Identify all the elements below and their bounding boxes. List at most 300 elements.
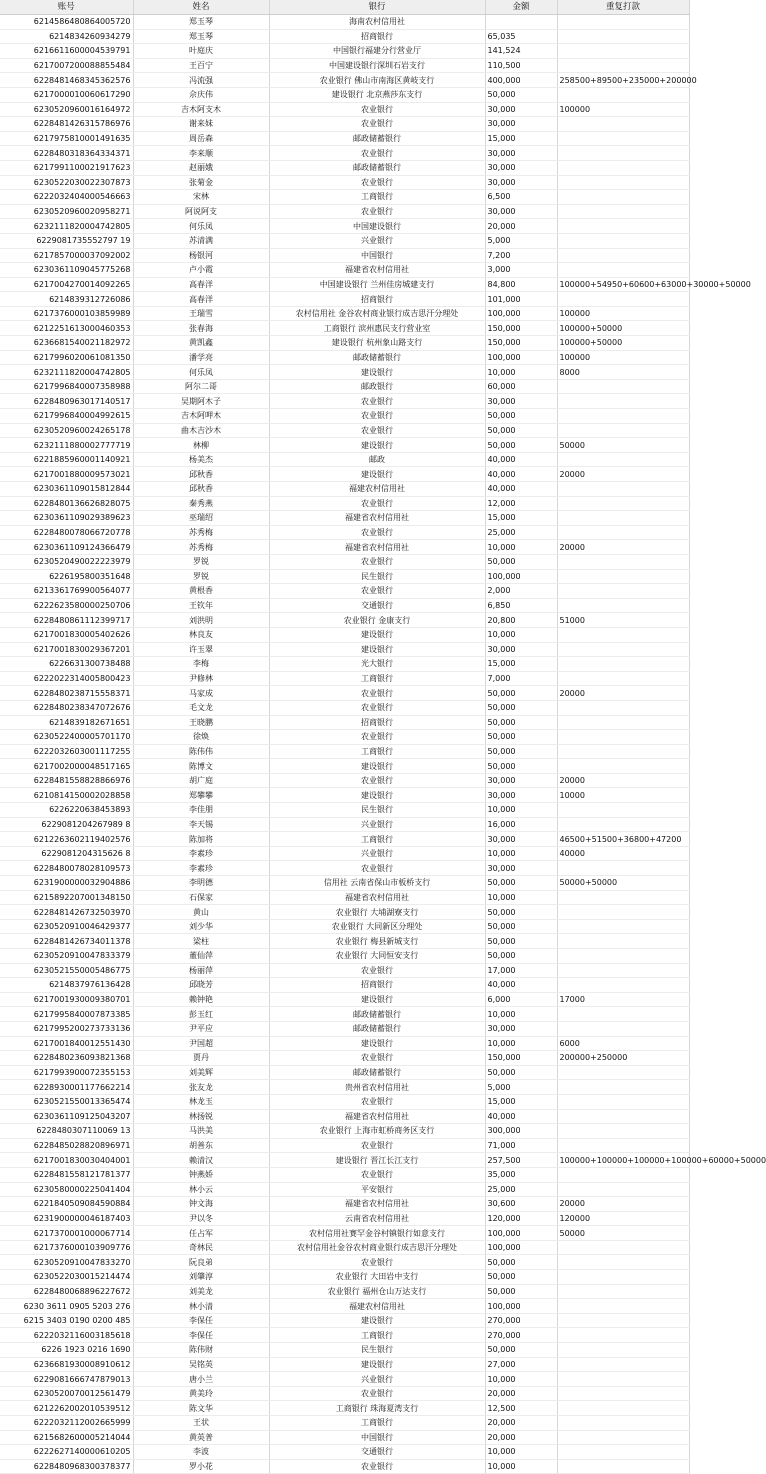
amount-cell: 30,000 [485,175,557,190]
account-cell: 6230 3611 0905 5203 276 [0,1299,133,1314]
bank-cell: 招商银行 [269,978,485,993]
name-cell: 林小清 [133,1299,269,1314]
duplicate-payment-cell: 100000+54950+60600+63000+30000+50000 [557,277,689,292]
account-cell: 6217001830029367201 [0,642,133,657]
account-cell: 6228485028820896971 [0,1138,133,1153]
account-cell: 6229081666747879013 [0,1372,133,1387]
duplicate-payment-cell: 20000 [557,1197,689,1212]
account-cell: 6221885960001140921 [0,452,133,467]
bank-cell: 福建省农村信用社 [269,890,485,905]
account-cell: 6221840509084590884 [0,1197,133,1212]
bank-cell: 福建农村信用社 [269,1299,485,1314]
account-cell: 6228481426732503970 [0,905,133,920]
duplicate-payment-cell [557,1109,689,1124]
duplicate-payment-cell: 100000+50000 [557,321,689,336]
duplicate-payment-cell [557,423,689,438]
amount-cell: 30,000 [485,146,557,161]
duplicate-payment-cell: 20000 [557,686,689,701]
bank-cell: 建设银行 北京燕莎东支行 [269,87,485,102]
name-cell: 吉木阿支木 [133,102,269,117]
account-cell: 6222623580000250706 [0,598,133,613]
bank-cell: 邮政 [269,452,485,467]
bank-cell: 农业银行 大同恒安支行 [269,949,485,964]
bank-cell: 平安银行 [269,1182,485,1197]
bank-cell: 工商银行 [269,744,485,759]
account-cell: 6230361109015812844 [0,482,133,497]
duplicate-payment-cell: 120000 [557,1211,689,1226]
bank-cell: 农业银行 [269,963,485,978]
table-row [0,1197,689,1212]
account-cell: 6230522030015214474 [0,1270,133,1285]
amount-cell: 50,000 [485,423,557,438]
name-cell: 李天锡 [133,817,269,832]
bank-cell: 兴业银行 [269,846,485,861]
amount-cell: 5,000 [485,233,557,248]
table-row [0,1124,689,1139]
duplicate-payment-cell [557,292,689,307]
name-cell: 林龙玉 [133,1094,269,1109]
header-amount: 金额 [485,0,557,15]
name-cell: 佘庆伟 [133,87,269,102]
name-cell: 王状 [133,1416,269,1431]
bank-cell: 贵州省农村信用社 [269,1080,485,1095]
account-cell: 6210814150002028858 [0,788,133,803]
name-cell: 张春海 [133,321,269,336]
bank-cell: 福建省农村信用社 [269,511,485,526]
duplicate-payment-cell [557,1459,689,1474]
table-row [0,861,689,876]
table-row [0,642,689,657]
table-row [0,1138,689,1153]
duplicate-payment-cell [557,58,689,73]
duplicate-payment-cell: 100000+100000+100000+100000+60000+50000 [557,1153,689,1168]
account-cell: 6217996020061081350 [0,350,133,365]
duplicate-payment-cell [557,233,689,248]
amount-cell [485,15,557,30]
account-cell: 6214839182671651 [0,715,133,730]
duplicate-payment-cell [557,671,689,686]
bank-cell: 中国银行福建分行营业厅 [269,44,485,59]
account-cell: 6228481558828866976 [0,773,133,788]
table-row [0,1080,689,1095]
account-cell: 6228481426315786976 [0,117,133,132]
account-cell: 6230520490022223979 [0,554,133,569]
table-row [0,482,689,497]
bank-cell: 邮政储蓄银行 [269,350,485,365]
account-cell: 6230580000225041404 [0,1182,133,1197]
table-row [0,379,689,394]
name-cell: 黄凯鑫 [133,336,269,351]
name-cell: 冯流强 [133,73,269,88]
name-cell: 李素珍 [133,861,269,876]
amount-cell: 30,000 [485,832,557,847]
duplicate-payment-cell [557,1007,689,1022]
account-cell: 6232111820004742805 [0,365,133,380]
name-cell: 高春洋 [133,292,269,307]
bank-cell: 兴业银行 [269,233,485,248]
duplicate-payment-cell [557,657,689,672]
table-row [0,1211,689,1226]
bank-cell: 中国建设银行深圳石岩支行 [269,58,485,73]
duplicate-payment-cell [557,1255,689,1270]
bank-cell: 工商银行 [269,832,485,847]
header-name: 姓名 [133,0,269,15]
amount-cell: 40,000 [485,467,557,482]
duplicate-payment-cell [557,934,689,949]
account-cell: 6217001880009573021 [0,467,133,482]
duplicate-payment-cell: 100000+50000 [557,336,689,351]
amount-cell: 20,000 [485,1430,557,1445]
duplicate-payment-cell [557,1313,689,1328]
table-row [0,1094,689,1109]
duplicate-payment-cell [557,146,689,161]
table-row [0,584,689,599]
account-cell: 6212263602119402576 [0,832,133,847]
table-row [0,1226,689,1241]
duplicate-payment-cell [557,117,689,132]
amount-cell: 50,000 [485,1343,557,1358]
bank-cell: 邮政储蓄银行 [269,1065,485,1080]
bank-cell: 农业银行 大埔湖寮支行 [269,905,485,920]
account-cell: 6236681930008910612 [0,1357,133,1372]
bank-cell: 交通银行 [269,598,485,613]
name-cell: 潘学亮 [133,350,269,365]
duplicate-payment-cell: 20000 [557,467,689,482]
table-row [0,263,689,278]
name-cell: 林柳 [133,438,269,453]
amount-cell: 3,000 [485,263,557,278]
table-row [0,686,689,701]
bank-cell: 农业银行 金康支行 [269,613,485,628]
name-cell: 杨美杰 [133,452,269,467]
bank-cell: 工商银行 [269,1416,485,1431]
duplicate-payment-cell [557,1416,689,1431]
amount-cell: 7,200 [485,248,557,263]
account-cell: 6222627140000610205 [0,1445,133,1460]
amount-cell: 5,000 [485,1080,557,1095]
amount-cell: 40,000 [485,978,557,993]
name-cell: 高春洋 [133,277,269,292]
duplicate-payment-cell [557,715,689,730]
duplicate-payment-cell [557,598,689,613]
name-cell: 林扬锐 [133,1109,269,1124]
amount-cell: 50,000 [485,1270,557,1285]
amount-cell: 6,000 [485,992,557,1007]
table-row [0,1021,689,1036]
header-row [0,0,689,15]
bank-cell: 农业银行 大同新区分理处 [269,919,485,934]
duplicate-payment-cell [557,511,689,526]
name-cell: 徐焕 [133,730,269,745]
bank-cell: 农业银行 [269,861,485,876]
bank-cell: 建设银行 [269,1357,485,1372]
name-cell: 邱秋香 [133,467,269,482]
duplicate-payment-cell: 17000 [557,992,689,1007]
name-cell: 刘少华 [133,919,269,934]
duplicate-payment-cell: 50000 [557,438,689,453]
table-row [0,730,689,745]
duplicate-payment-cell [557,1080,689,1095]
duplicate-payment-cell [557,29,689,44]
amount-cell: 30,000 [485,642,557,657]
amount-cell: 100,000 [485,1299,557,1314]
bank-cell: 邮政银行 [269,379,485,394]
name-cell: 王百宁 [133,58,269,73]
account-cell: 6228480238347072676 [0,700,133,715]
duplicate-payment-cell [557,219,689,234]
amount-cell: 120,000 [485,1211,557,1226]
amount-cell: 50,000 [485,715,557,730]
amount-cell: 30,000 [485,160,557,175]
name-cell: 谢来妹 [133,117,269,132]
table-row [0,511,689,526]
table-row [0,58,689,73]
account-cell: 6212262002010539512 [0,1401,133,1416]
amount-cell: 20,000 [485,1416,557,1431]
account-cell: 6217370001000067714 [0,1226,133,1241]
account-cell: 6222032404000546663 [0,190,133,205]
duplicate-payment-cell [557,949,689,964]
amount-cell: 12,000 [485,496,557,511]
bank-cell: 工商银行 珠海夏湾支行 [269,1401,485,1416]
account-cell: 6217001840012551430 [0,1036,133,1051]
table-row [0,117,689,132]
duplicate-payment-cell [557,700,689,715]
account-cell: 6228480078066720778 [0,525,133,540]
duplicate-payment-cell [557,584,689,599]
amount-cell: 17,000 [485,963,557,978]
account-cell: 6214837976136428 [0,978,133,993]
amount-cell: 30,000 [485,117,557,132]
name-cell: 何乐凤 [133,365,269,380]
table-row [0,671,689,686]
amount-cell: 10,000 [485,1459,557,1474]
name-cell: 李素珍 [133,846,269,861]
duplicate-payment-cell [557,803,689,818]
amount-cell: 10,000 [485,1036,557,1051]
amount-cell: 30,000 [485,394,557,409]
table-row [0,1167,689,1182]
table-row [0,248,689,263]
duplicate-payment-cell [557,1138,689,1153]
amount-cell: 30,600 [485,1197,557,1212]
bank-cell: 邮政储蓄银行 [269,131,485,146]
table-row [0,569,689,584]
table-row [0,992,689,1007]
table-row [0,15,689,30]
bank-cell: 工商银行 滨州惠民支行营业室 [269,321,485,336]
table-row [0,292,689,307]
amount-cell: 10,000 [485,627,557,642]
duplicate-payment-cell: 20000 [557,540,689,555]
duplicate-payment-cell [557,1343,689,1358]
table-row [0,963,689,978]
bank-cell: 中国银行 [269,1430,485,1445]
name-cell: 尹国超 [133,1036,269,1051]
account-cell: 6215682600005214044 [0,1430,133,1445]
account-cell: 6222032603001117255 [0,744,133,759]
table-row [0,394,689,409]
duplicate-payment-cell [557,861,689,876]
duplicate-payment-cell [557,1328,689,1343]
name-cell: 黄山 [133,905,269,920]
table-row [0,832,689,847]
name-cell: 钟文海 [133,1197,269,1212]
bank-cell: 招商银行 [269,29,485,44]
account-cell: 6230522030022307873 [0,175,133,190]
bank-cell: 农业银行 [269,730,485,745]
name-cell: 阿说阿支 [133,204,269,219]
duplicate-payment-cell [557,452,689,467]
name-cell: 赵丽娥 [133,160,269,175]
duplicate-payment-cell [557,1299,689,1314]
table-row [0,350,689,365]
name-cell: 王晓鹏 [133,715,269,730]
amount-cell: 50,000 [485,730,557,745]
bank-cell: 中国建设银行 [269,219,485,234]
account-cell: 6217996840007358988 [0,379,133,394]
table-row [0,657,689,672]
bank-cell: 农业银行 [269,773,485,788]
account-cell: 6212251613000460353 [0,321,133,336]
name-cell: 李明德 [133,876,269,891]
table-row [0,219,689,234]
table-row [0,803,689,818]
account-cell: 6230361109045775268 [0,263,133,278]
bank-cell: 农业银行 [269,394,485,409]
duplicate-payment-cell [557,1372,689,1387]
account-cell: 6215 3403 0190 0200 485 [0,1313,133,1328]
account-cell: 6217001830030404001 [0,1153,133,1168]
duplicate-payment-cell [557,759,689,774]
amount-cell: 30,000 [485,788,557,803]
account-cell: 6226 1923 0216 1690 [0,1343,133,1358]
table-row [0,934,689,949]
account-cell: 6230520960024265178 [0,423,133,438]
table-row [0,890,689,905]
table-row [0,759,689,774]
table-row [0,1270,689,1285]
table-row [0,627,689,642]
amount-cell: 110,500 [485,58,557,73]
account-cell: 6231900000032904886 [0,876,133,891]
bank-cell: 福建省农村信用社 [269,263,485,278]
bank-cell: 工商银行 [269,1328,485,1343]
account-cell: 6214839312726086 [0,292,133,307]
table-row [0,409,689,424]
name-cell: 叶庭庆 [133,44,269,59]
table-row [0,87,689,102]
bank-cell: 云南省农村信用社 [269,1211,485,1226]
account-cell: 6222032112002665999 [0,1416,133,1431]
bank-cell: 兴业银行 [269,1372,485,1387]
table-row [0,1036,689,1051]
bank-cell: 农业银行 [269,175,485,190]
table-row [0,452,689,467]
account-cell: 6228480318364334371 [0,146,133,161]
bank-cell: 建设银行 [269,788,485,803]
name-cell: 胡善东 [133,1138,269,1153]
bank-cell: 邮政储蓄银行 [269,160,485,175]
name-cell: 王瑞雪 [133,306,269,321]
duplicate-payment-cell [557,730,689,745]
name-cell: 郑玉琴 [133,15,269,30]
duplicate-payment-cell [557,15,689,30]
bank-cell: 建设银行 [269,627,485,642]
duplicate-payment-cell [557,482,689,497]
account-cell: 6226220638453893 [0,803,133,818]
account-cell: 6226195800351648 [0,569,133,584]
bank-cell: 农业银行 [269,1386,485,1401]
account-cell: 6228480968300378377 [0,1459,133,1474]
table-row [0,700,689,715]
name-cell: 刘洪明 [133,613,269,628]
table-row [0,175,689,190]
account-cell: 6230521550005486775 [0,963,133,978]
amount-cell: 270,000 [485,1313,557,1328]
bank-cell: 工商银行 [269,190,485,205]
amount-cell: 10,000 [485,803,557,818]
account-cell: 6230520960020958271 [0,204,133,219]
table-row [0,1255,689,1270]
name-cell: 尹修林 [133,671,269,686]
account-cell: 6213361769900564077 [0,584,133,599]
amount-cell: 50,000 [485,934,557,949]
table-row [0,1372,689,1387]
account-cell: 6217004270014092265 [0,277,133,292]
account-cell: 6228480078028109573 [0,861,133,876]
table-row [0,423,689,438]
bank-cell: 农业银行 [269,1255,485,1270]
amount-cell: 100,000 [485,1240,557,1255]
bank-cell: 信用社 云南省保山市板桥支行 [269,876,485,891]
table-row [0,525,689,540]
bank-cell: 建设银行 [269,992,485,1007]
amount-cell: 50,000 [485,759,557,774]
amount-cell: 7,000 [485,671,557,686]
name-cell: 邱秋香 [133,482,269,497]
amount-cell: 6,850 [485,598,557,613]
duplicate-payment-cell [557,963,689,978]
duplicate-payment-cell [557,1270,689,1285]
name-cell: 马洪美 [133,1124,269,1139]
account-cell: 6217376000103909776 [0,1240,133,1255]
amount-cell: 20,000 [485,219,557,234]
amount-cell: 30,000 [485,1021,557,1036]
amount-cell: 15,000 [485,511,557,526]
account-cell: 6230520910046429377 [0,919,133,934]
bank-cell: 招商银行 [269,715,485,730]
amount-cell: 150,000 [485,1051,557,1066]
account-cell: 6236681540021182972 [0,336,133,351]
duplicate-payment-cell [557,44,689,59]
name-cell: 林良友 [133,627,269,642]
table-row [0,846,689,861]
amount-cell: 10,000 [485,846,557,861]
table-row [0,1343,689,1358]
name-cell: 李梅 [133,657,269,672]
name-cell: 陈伟伟 [133,744,269,759]
name-cell: 王钦年 [133,598,269,613]
bank-cell: 农业银行 [269,409,485,424]
amount-cell: 100,000 [485,1226,557,1241]
header-duplicate-payment: 重复打款 [557,0,689,15]
duplicate-payment-cell: 50000+50000 [557,876,689,891]
bank-cell: 农村信用社 金谷农村商业银行成吉思汗分理处 [269,306,485,321]
table-row [0,715,689,730]
amount-cell: 27,000 [485,1357,557,1372]
account-cell: 6229081204267989 8 [0,817,133,832]
